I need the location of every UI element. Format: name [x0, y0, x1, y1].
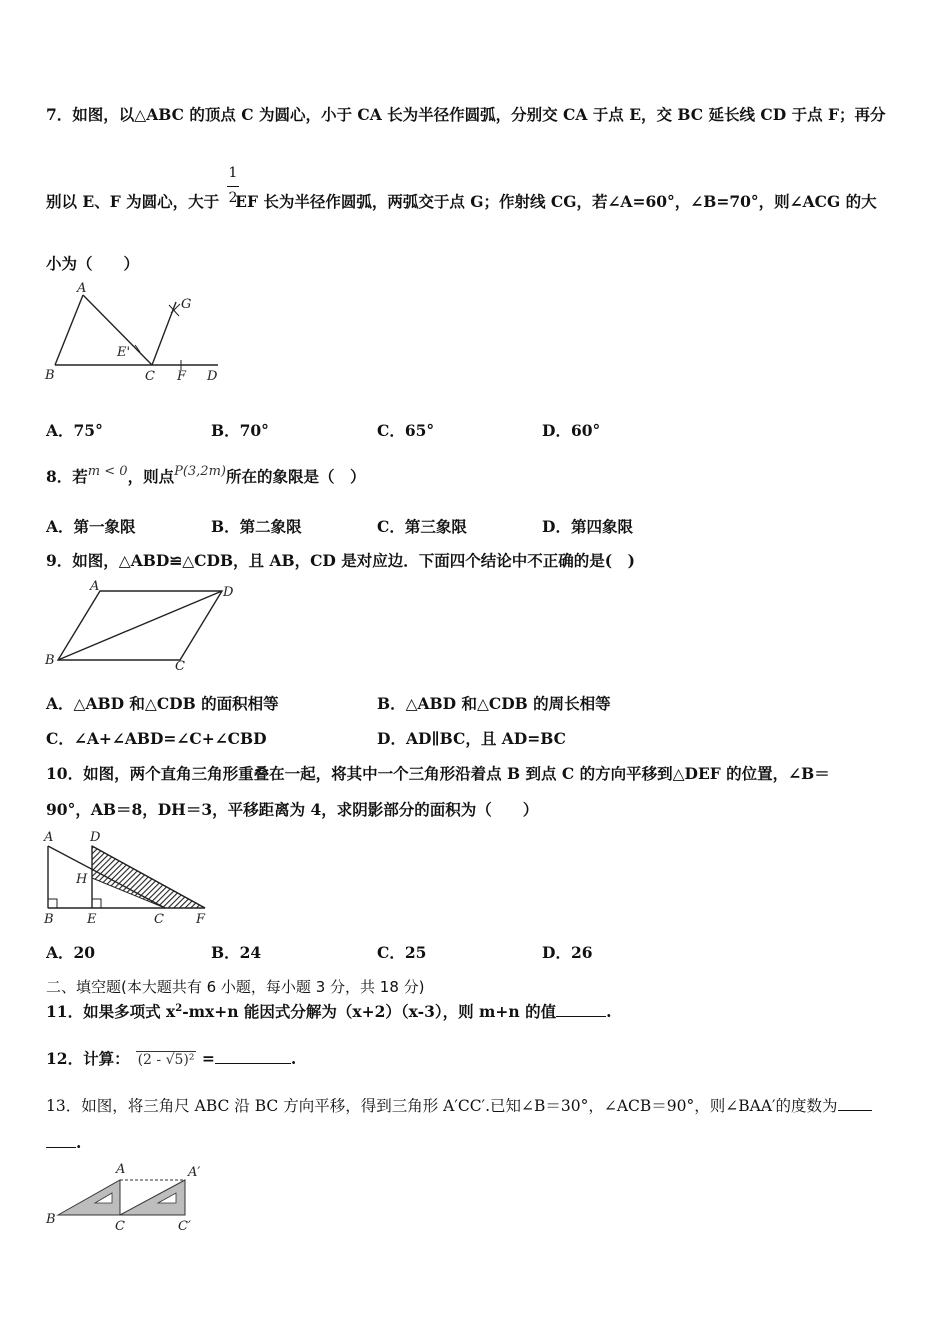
q12-prefix: 12．计算：	[46, 1049, 130, 1068]
q10-figure	[40, 826, 220, 931]
q11-after: -mx+n 能因式分解为（x+2）（x-3），则 m+n 的值	[182, 1002, 557, 1021]
q11-answer-blank[interactable]	[556, 1002, 606, 1017]
q13-line1	[46, 1094, 872, 1116]
q7-label-g: G	[181, 297, 192, 312]
q7-line2-before: 别以 E、F 为圆心，大于	[46, 192, 220, 211]
q7-label-b: B	[45, 368, 55, 383]
q7-option-d: D．60°	[542, 421, 601, 440]
q11-stem	[46, 1000, 611, 1022]
q9-label-d: D	[223, 585, 234, 600]
q8-condition: m < 0	[87, 464, 128, 479]
q11-sup: 2	[175, 1002, 183, 1014]
q7-option-c: C．65°	[377, 421, 435, 440]
q13-label-a: A	[116, 1162, 126, 1177]
q7-frac-den: 2	[228, 190, 238, 206]
q7-option-a: A．75°	[46, 421, 103, 440]
q11-before: 11．如果多项式 x	[46, 1002, 176, 1021]
q7-frac-bar	[227, 186, 239, 187]
q12-suffix: =	[196, 1049, 215, 1068]
q7-line-ba	[55, 295, 83, 365]
q9-label-b: B	[45, 653, 55, 668]
q10-label-b: B	[44, 912, 54, 927]
q13-label-b: B	[46, 1212, 56, 1227]
q13-figure	[40, 1160, 215, 1235]
q10-label-c: C	[154, 912, 164, 927]
q12-stem	[46, 1047, 296, 1069]
q8-prefix: 8．若	[46, 467, 88, 486]
q13-label-c: C	[115, 1219, 125, 1234]
q12-end: .	[290, 1049, 297, 1068]
q10-label-a: A	[44, 830, 54, 845]
q13-end: .	[76, 1133, 82, 1152]
q13-label-a-prime: A′	[188, 1165, 201, 1180]
q12-expression: (2 - √5)²	[137, 1052, 195, 1068]
q7-label-a: A	[77, 281, 87, 296]
q7-label-c: C	[145, 369, 155, 384]
q9-figure	[40, 578, 245, 673]
q7-label-f: F	[177, 369, 187, 384]
q10-option-c: C．25	[377, 943, 427, 962]
q7-figure	[40, 280, 230, 390]
q9-label-c: C	[175, 659, 185, 673]
q7-line3: 小为（ ）	[46, 254, 140, 273]
q7-line2-after: EF 长为半径作圆弧，两弧交于点 G；作射线 CG，若∠A=60°，∠B=70°，则∠ACG 的大	[235, 192, 877, 211]
q8-suffix: 所在的象限是（ ）	[225, 467, 366, 486]
q8-option-a: A．第一象限	[46, 517, 136, 536]
q8-option-d: D．第四象限	[542, 517, 633, 536]
q7-label-d: D	[207, 369, 218, 384]
q10-label-d: D	[90, 830, 101, 845]
q13-answer-blank-2[interactable]	[46, 1133, 76, 1148]
q10-option-a: A．20	[46, 943, 96, 962]
q9-option-d: D．AD∥BC，且 AD=BC	[377, 729, 566, 748]
q9-option-b: B．△ABD 和△CDB 的周长相等	[377, 694, 611, 713]
q10-option-b: B．24	[211, 943, 262, 962]
q7-option-b: B．70°	[211, 421, 269, 440]
q13-line2	[46, 1133, 81, 1152]
q7-line2	[46, 190, 877, 212]
q10-line2: 90°，AB＝8，DH＝3，平移距离为 4，求阴影部分的面积为（ ）	[46, 800, 539, 819]
q8-option-c: C．第三象限	[377, 517, 467, 536]
q9-label-a: A	[90, 579, 100, 594]
q7-label-e: E'	[117, 345, 131, 360]
section-2-title: 二、填空题(本大题共有 6 小题，每小题 3 分，共 18 分)	[46, 978, 425, 996]
q10-label-f: F	[196, 912, 206, 927]
q13-label-c-prime: C′	[178, 1219, 191, 1234]
q7-frac-num: 1	[228, 165, 238, 181]
q13-answer-blank-1[interactable]	[838, 1096, 872, 1111]
q8-stem	[46, 465, 366, 487]
q10-option-d: D．26	[542, 943, 593, 962]
q10-label-e: E	[87, 912, 97, 927]
q12-answer-blank[interactable]	[215, 1049, 291, 1064]
q7-line1: 7．如图，以△ABC 的顶点 C 为圆心，小于 CA 长为半径作圆弧，分别交 CA 于点 E，交 BC 延长线 CD 于点 F；再分	[46, 105, 886, 124]
q10-line1: 10．如图，两个直角三角形重叠在一起，将其中一个三角形沿着点 B 到点 C 的方向平移到△DEF 的位置，∠B＝	[46, 764, 830, 783]
q10-label-h: H	[76, 872, 88, 887]
q13-text: 13．如图，将三角尺 ABC 沿 BC 方向平移，得到三角形 A′CC′.已知∠B＝30°，∠ACB＝90°，则∠BAA′的度数为	[46, 1097, 838, 1115]
q8-mid: ，则点	[127, 467, 175, 486]
q9-option-a: A．△ABD 和△CDB 的面积相等	[46, 694, 279, 713]
q9-diagonal-bd	[58, 591, 222, 660]
q9-option-c: C．∠A+∠ABD=∠C+∠CBD	[46, 729, 267, 748]
q8-point: P(3,2m)	[174, 464, 226, 479]
q10-right-angle-e	[92, 899, 101, 908]
q9-stem: 9．如图，△ABD≌△CDB，且 AB，CD 是对应边．下面四个结论中不正确的是( )	[46, 551, 635, 570]
q8-option-b: B．第二象限	[211, 517, 302, 536]
q11-end: .	[606, 1002, 612, 1021]
q10-right-angle-b	[48, 899, 57, 908]
